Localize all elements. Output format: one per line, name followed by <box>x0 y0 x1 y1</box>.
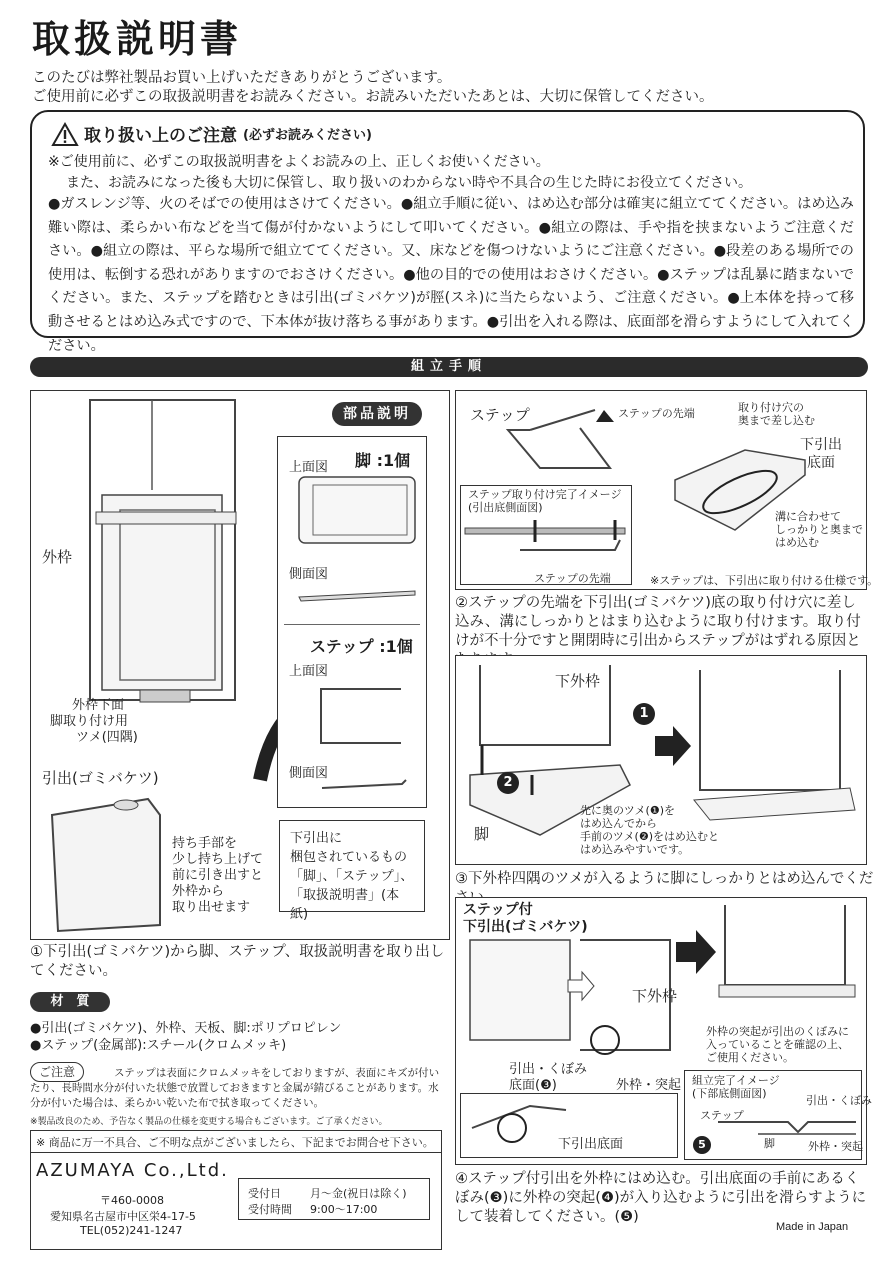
label-step-spec: ※ステップは、下引出に取り付ける仕様です。 <box>650 574 879 587</box>
parts-divider <box>284 624 420 625</box>
step-title: ステップ :1個 <box>310 637 413 656</box>
label-lower-frame-2: 下外枠 <box>632 987 678 1005</box>
label-groove-1: 溝に合わせて <box>775 510 841 523</box>
label-step: ステップ <box>470 406 530 424</box>
step-side-drawing <box>320 778 410 792</box>
handle-note-2: 少し持ち上げて <box>172 852 264 867</box>
label-protrusion-1: 外枠・突起 <box>616 1078 682 1093</box>
handle-note <box>172 836 263 916</box>
drawer-drawing <box>48 795 168 935</box>
label-lower-frame: 下外枠 <box>555 672 601 690</box>
leg-side-drawing <box>297 585 417 605</box>
step-1-text: ①下引出(ゴミバケツ)から脚、ステップ、取扱説明書を取り出してください。 <box>30 944 445 979</box>
packaged-note-1: 下引出に <box>290 831 343 846</box>
notice-text: ステップは表面にクロムメッキをしておりますが、表面にキズが付いたり、長時間水分が付いた状態で放置しておきますと金属が錆びることがあります。水分が付いた場合は、柔らかい乾いた布で拭き取ってください。 <box>30 1067 440 1109</box>
label-recess <box>509 1062 587 1094</box>
label-hole <box>738 401 815 427</box>
assembly-bar: 組立手順 <box>30 357 868 377</box>
right-arrow-icon <box>655 726 691 766</box>
done-image-title-1: 組立完了イメージ <box>692 1074 780 1087</box>
outer-frame-drawing <box>80 400 250 710</box>
label-drawer-bottom-face: 下引出底面 <box>558 1137 624 1152</box>
intro-line-1: このたびは弊社製品お買い上げいただきありがとうございます。 <box>32 70 452 86</box>
label-drawer-with-step-1: ステップ付 <box>463 902 533 918</box>
img-label-recess: 引出・くぼみ <box>806 1094 872 1107</box>
caution-note-1: ※ご使用前に、必ずこの取扱説明書をよくお読みの上、正しくお使いください。 <box>48 154 550 170</box>
drawer-done-drawing <box>715 905 860 1005</box>
notice-header: ご注意 <box>30 1062 84 1082</box>
packaged-note-3: 「脚」、「ステップ」、 <box>290 869 414 884</box>
notice-spec-change: ※製品改良のため、予告なく製品の仕様を変更する場合もございます。ご了承ください。 <box>30 1117 388 1127</box>
num-2-badge: 2 <box>497 772 519 794</box>
caution-note-2: また、お読みになった後も大切に保管し、取り扱いのわからない時や不具合の生じた時にお役立てください。 <box>66 175 752 191</box>
check-note-1: 外枠の突起が引出のくぼみに <box>706 1025 849 1038</box>
step-2-text: ②ステップの先端を下引出(ゴミバケツ)底の取り付け穴に差し込み、溝にしっかりとはまり込むように取り付けます。取り付けが不十分ですと開閉時に引出からステップがはずれる原因と <box>455 595 861 649</box>
days-value: 月～金(祝日は除く) <box>310 1187 407 1200</box>
days-label: 受付日 <box>248 1187 281 1200</box>
step-image-title <box>468 488 621 514</box>
caution-subtitle: (必ずお読みください) <box>243 128 372 143</box>
label-drawer-with-step-2: 下引出(ゴミバケツ) <box>463 919 588 935</box>
step-image-drawing <box>465 520 630 570</box>
step-4-text: ④ステップ付引出を外枠にはめ込む。引出底面の手前にあるくぼみ(❸)に外枠の突起(❹)が入り込むように引出を滑らすようにして装着してください。(❺) <box>455 1171 867 1225</box>
step-3-text: ③下外枠四隅のツメが入るように脚にしっかりとはめ込んでくだ <box>455 871 874 887</box>
label-recess-2: 底面(❸) <box>509 1078 557 1093</box>
postal-code: 〒460-0008 <box>100 1194 164 1207</box>
contact-header: ※ 商品に万一不具合、ご不明な点がございましたら、下記までお問合せ下さい。 <box>36 1136 434 1149</box>
label-hole-1: 取り付け穴の <box>738 401 804 414</box>
material-line-1: ●引出(ゴミバケツ)、外枠、天板、脚:ポリプロピレン <box>30 1021 342 1036</box>
handle-note-1: 持ち手部を <box>172 836 238 851</box>
img-label-leg: 脚 <box>764 1137 775 1150</box>
caution-body: ●ガスレンジ等、火のそばでの使用はさけてください。●組立手順に従い、はめ込む部分は確実に組立ててください。はめ込み難い際は、柔らかい布などを当て傷が付かないようにして叩いてください。●組立の際は、手や指を挟まないようご注意ください。●組立の際は、平らな場所で組立ててください。又、床などを傷つけないようにご注意ください。●段差のある場所での使用は、転倒する恐れがありますのでおさけください。●他の目的での使用はおさけください。●ステップは乱暴に踏まないでください。また、ステップを踏むときは引出(ゴミバケツ)が脛(スネ)に当たらないよう、ご注意ください。●上本体を持って移動させるとはめ込み式ですので、下本体が抜け落ちる事があります。●引出を入れる際は、底面部を滑らすようにして入れてください。 <box>48 196 854 354</box>
page-title: 取扱説明書 <box>32 17 243 61</box>
leg-top-view: 上面図 <box>289 460 329 475</box>
made-in-japan: Made in Japan <box>776 1221 849 1233</box>
label-claw-1: 外枠下面 <box>72 698 125 713</box>
check-note-3: ご使用ください。 <box>706 1051 794 1064</box>
bottom-detail-drawing <box>470 1098 570 1153</box>
material-header: 材 質 <box>30 992 110 1012</box>
caution-title: 取り扱い上のご注意 <box>84 126 237 146</box>
label-image-step-tip: ステップの先端 <box>534 572 611 585</box>
packaged-note-2: 梱包されているもの <box>290 850 408 865</box>
label-leg: 脚 <box>474 825 490 843</box>
contact-divider <box>30 1152 442 1153</box>
handle-note-5: 取り出せます <box>172 900 251 915</box>
num-1-badge: 1 <box>633 703 655 725</box>
handle-note-4: 外枠から <box>172 884 225 899</box>
done-image-title <box>692 1074 780 1100</box>
step-side-view: 側面図 <box>289 766 329 781</box>
phone: TEL(052)241-1247 <box>80 1224 183 1237</box>
packaged-note-4: 「取扱説明書」(本紙) <box>290 888 400 922</box>
label-drawer-bottom-1: 下引出 <box>800 437 842 453</box>
label-groove <box>775 510 863 549</box>
leg-top-drawing <box>297 475 417 545</box>
leg-note-2: はめ込んでから <box>580 817 657 830</box>
check-note-2: 入っていることを確認の上、 <box>706 1038 849 1051</box>
caution-heading <box>52 121 372 146</box>
handle-note-3: 前に引き出すと <box>172 868 264 883</box>
check-note <box>706 1025 849 1064</box>
step-image-title-2: (引出底側面図) <box>468 501 543 514</box>
leg-note-1: 先に奥のツメ(❶)を <box>580 804 676 817</box>
label-claw-3: ツメ(四隅) <box>76 730 138 745</box>
done-image-drawing <box>718 1112 858 1142</box>
address: 愛知県名古屋市中区栄4-17-5 <box>50 1210 196 1223</box>
material-line-2: ●ステップ(金属部):スチール(クロムメッキ) <box>30 1038 287 1053</box>
num-5-badge: 5 <box>693 1136 711 1154</box>
step-top-drawing <box>315 685 405 747</box>
label-outer-frame: 外枠 <box>42 548 73 566</box>
leg-note <box>580 804 719 856</box>
step-image-title-1: ステップ取り付け完了イメージ <box>468 488 622 501</box>
img-label-protrusion: 外枠・突起 <box>808 1140 863 1153</box>
step-top-view: 上面図 <box>289 664 329 679</box>
hours-label: 受付時間 <box>248 1203 292 1216</box>
parts-header: 部品説明 <box>332 402 422 426</box>
intro-line-2: ご使用前に必ずこの取扱説明書をお読みください。お読みいただいたあとは、大切に保管してください。 <box>32 89 714 105</box>
hours-value: 9:00～17:00 <box>310 1203 378 1216</box>
label-drawer-bottom-2: 底面 <box>807 455 835 471</box>
company-name: AZUMAYA Co.,Ltd. <box>36 1160 229 1181</box>
label-claw-2: 脚取り付け用 <box>50 714 129 729</box>
leg-title: 脚 :1個 <box>355 451 411 470</box>
label-groove-3: はめ込む <box>775 536 819 549</box>
label-groove-2: しっかりと奥まで <box>775 523 863 536</box>
packaged-note <box>279 820 425 922</box>
label-step-tip: ステップの先端 <box>618 407 695 420</box>
label-recess-1: 引出・くぼみ <box>509 1062 588 1077</box>
done-image-title-2: (下部底側面図) <box>692 1087 767 1100</box>
leg-note-4: はめ込みやすいです。 <box>580 843 690 856</box>
label-drawer: 引出(ゴミバケツ) <box>42 769 159 787</box>
img-label-step: ステップ <box>700 1109 744 1122</box>
label-drawer-with-step <box>463 902 588 936</box>
leg-note-3: 手前のツメ(❷)をはめ込むと <box>580 830 720 843</box>
right-arrow-icon-2 <box>676 930 716 974</box>
label-hole-2: 奥まで差し込む <box>738 414 815 427</box>
leg-side-view: 側面図 <box>289 567 329 582</box>
warning-icon <box>52 122 78 146</box>
